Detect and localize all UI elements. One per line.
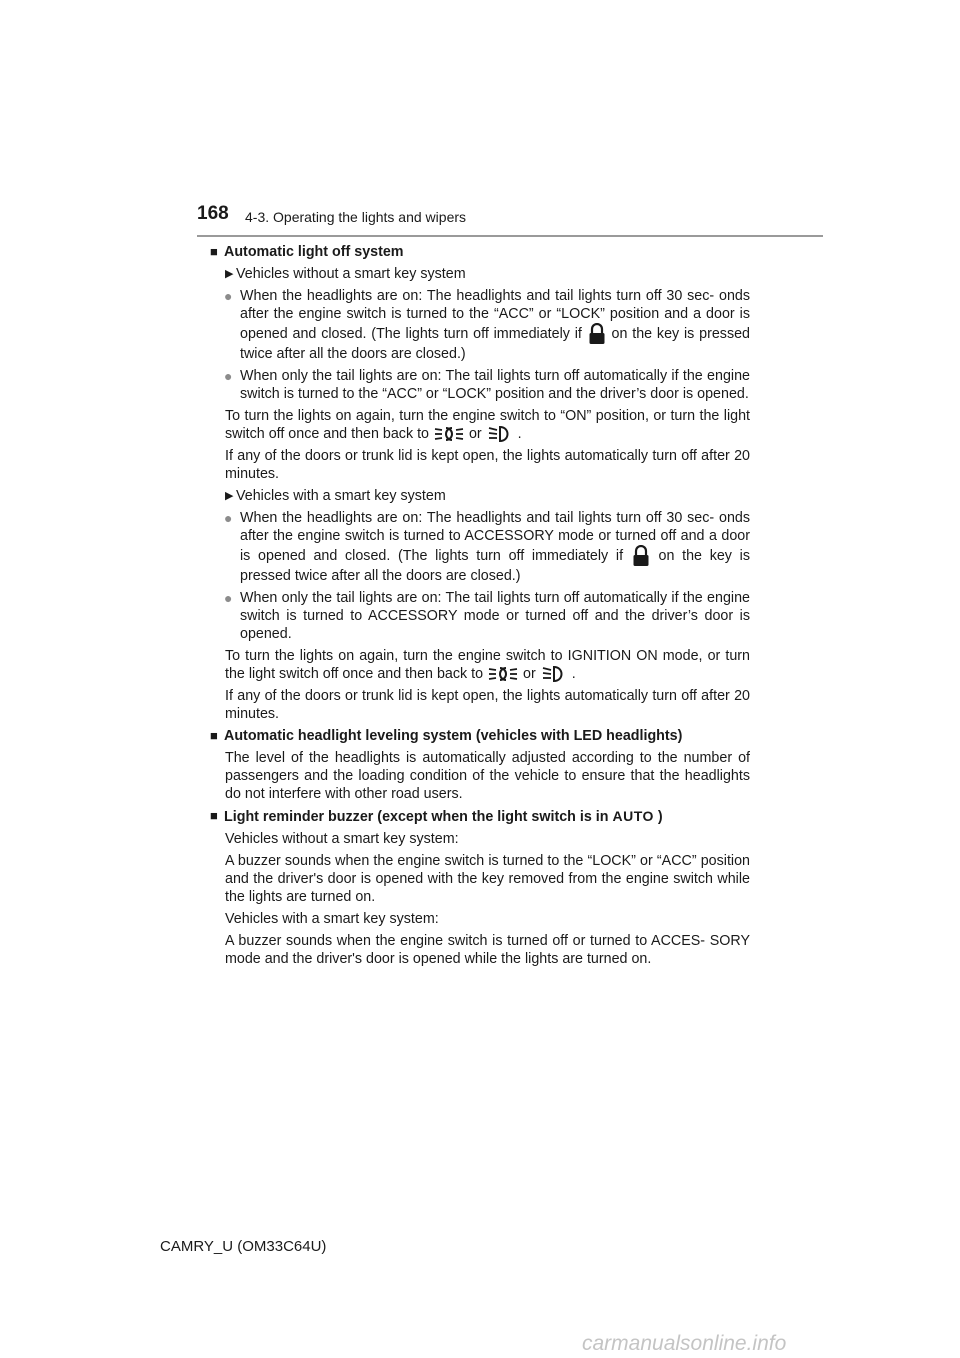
leveling-heading: ■ Automatic headlight leveling system (vehicles with LED headlights) [210,727,750,745]
page-content [210,243,750,972]
tail-light-icon [433,425,465,443]
paragraph: Vehicles with a smart key system: [225,911,439,928]
auto-switch-icon: AUTO [612,808,654,825]
with-key-label: ▶ Vehicles with a smart key system [225,488,446,505]
headlight-icon [540,665,568,683]
section-title: 4-3. Operating the lights and wipers [245,209,467,225]
watermark: carmanualsonline.info [582,1332,787,1355]
list-item: ● When the headlights are on: The headlights and tail lights turn off 30 sec- onds after the engine switch is turned to the “ACC” or “LOCK” position and a door is opened and closed. (The lights turn off immediately if on the key is pressed twice after all the doors are closed.) [224,288,750,362]
paragraph: To turn the lights on again, turn the engine switch to “ON” position, or turn the light switch off once and then back to or . [225,408,750,442]
page-header [197,203,823,237]
bullet-icon: ● [224,368,233,384]
paragraph: A buzzer sounds when the engine switch is turned off or turned to ACCES- SORY mode and the driver's door is opened while the lights are turned on. [225,933,750,968]
triangle-icon: ▶ [225,268,234,280]
list-item: ● When only the tail lights are on: The tail lights turn off automatically if the engine switch is turned to ACCESSORY mode or turned off and the driver’s door is opened. [224,590,750,643]
paragraph: A buzzer sounds when the engine switch is turned to the “LOCK” or “ACC” position and the driver's door is opened with the key removed from the engine switch while the lights are turned on. [225,853,750,906]
leveling-section [210,727,750,803]
auto-off-heading: ■ Automatic light off system [210,243,750,261]
paragraph: The level of the headlights is automatically adjusted according to the number of passengers and the loading condition of the vehicle to ensure that the headlights do not interfere with other road users. [225,750,750,803]
bullet-icon: ● [224,590,233,607]
bullet-icon: ● [224,288,233,304]
tail-light-icon [487,665,519,683]
buzzer-section [210,807,750,968]
buzzer-heading: ■ Light reminder buzzer (except when the light switch is in AUTO ) [210,807,750,826]
list-item: ● When only the tail lights are on: The tail lights turn off automatically if the engine switch is turned to the “ACC” or “LOCK” position and the driver’s door is opened. [224,368,750,402]
list-item: ● When the headlights are on: The headlights and tail lights turn off 30 sec- onds after the engine switch is turned to ACCESSORY mode or turned off and a door is opened and closed. (The lights turn off immediately if on the key is pressed twice after all the doors are closed.) [224,510,750,585]
lock-icon [587,323,607,345]
paragraph: To turn the lights on again, turn the engine switch to IGNITION ON mode, or turn the light switch off once and then back to or . [225,648,750,683]
triangle-icon: ▶ [225,490,234,503]
paragraph: If any of the doors or trunk lid is kept open, the lights automatically turn off after 20 minutes. [225,448,750,483]
paragraph: If any of the doors or trunk lid is kept open, the lights automatically turn off after 20 minutes. [225,688,750,723]
page-number: 168 [197,203,229,224]
lock-icon [631,545,651,567]
bullet-icon: ● [224,510,233,527]
headlight-icon [486,425,514,443]
footer-model: CAMRY_U (OM33C64U) [160,1238,327,1255]
without-key-label: ▶ Vehicles without a smart key system [225,266,466,282]
auto-off-section [210,243,750,723]
paragraph: Vehicles without a smart key system: [225,831,459,848]
